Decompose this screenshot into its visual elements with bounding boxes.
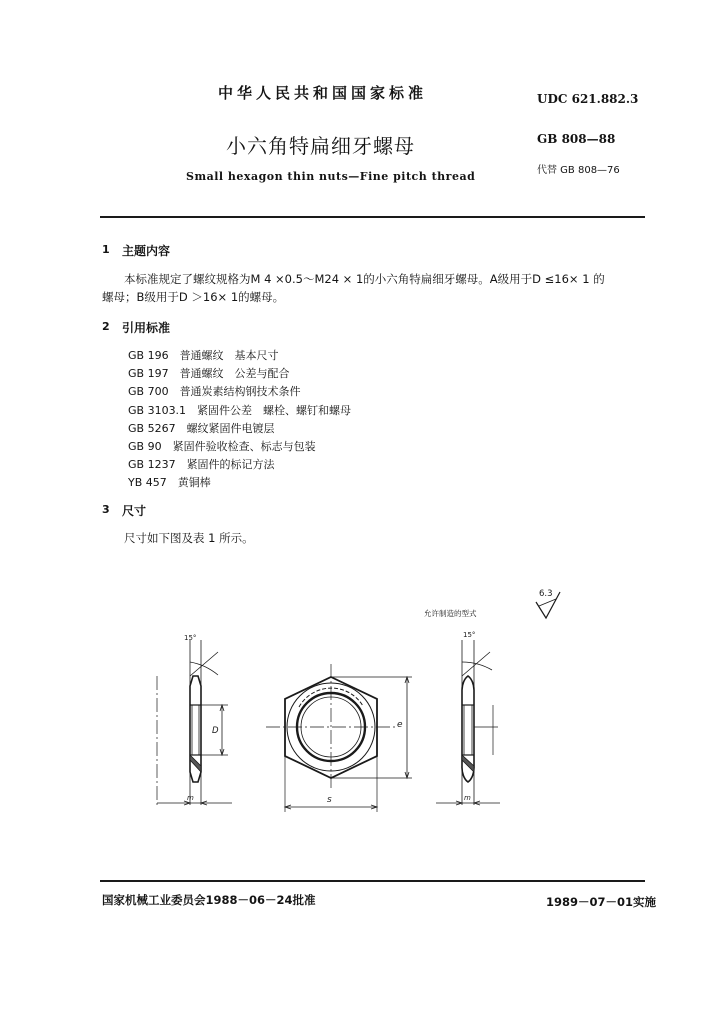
section-3-title: 尺寸 xyxy=(122,504,147,518)
section-1-paragraph-line2: 螺母；B级用于D ＞16× 1的螺母。 xyxy=(102,290,285,304)
dim-e-label: e xyxy=(397,720,403,730)
reference-title: GB 1237 xyxy=(128,458,176,471)
section-2-title: 引用标准 xyxy=(122,321,171,335)
reference-title: GB 5267 xyxy=(128,422,176,435)
reference-title: 普通炭素结构钢技术条件 xyxy=(179,385,301,398)
reference-title: 紧固件的标记方法 xyxy=(186,458,275,471)
national-standard-heading: 中华人民共和国国家标准 xyxy=(218,84,428,102)
reference-title: GB 700 xyxy=(128,385,169,398)
section-1-title: 主题内容 xyxy=(122,244,171,258)
side-view-right xyxy=(436,640,500,805)
footer-rule xyxy=(100,880,645,882)
section-3-number: 3 xyxy=(102,503,110,516)
reference-title: 普通螺纹 公差与配合 xyxy=(179,367,290,380)
issuer-approval: 国家机械工业委员会1988－06－24批准 xyxy=(102,893,316,907)
section-1-paragraph-line1: 本标准规定了螺纹规格为M 4 ×0.5～M24 × 1的小六角特扁细牙螺母。A级用于D ≤16× 1 的 xyxy=(124,272,605,286)
dim-m-left-label: m xyxy=(187,794,194,802)
reference-title: YB 457 xyxy=(128,476,167,489)
standard-number: GB 808—88 xyxy=(537,132,616,146)
dim-D-label: D xyxy=(212,726,219,736)
english-title: Small hexagon thin nuts—Fine pitch thread xyxy=(186,170,476,183)
document-title: 小六角特扁细牙螺母 xyxy=(226,134,415,158)
reference-title: GB 90 xyxy=(128,440,162,453)
section-3-paragraph: 尺寸如下图及表 1 所示。 xyxy=(124,531,254,545)
udc-number: UDC 621.882.3 xyxy=(537,92,639,106)
dim-m-right-label: m xyxy=(464,794,471,802)
reference-title: GB 196 xyxy=(128,349,169,362)
reference-title: 黄铜棒 xyxy=(177,476,211,489)
allowed-form-label: 允许制造的型式 xyxy=(424,609,477,618)
reference-title: 普通螺纹 基本尺寸 xyxy=(179,349,279,362)
reference-title: 紧固件验收检查、标志与包装 xyxy=(172,440,316,453)
roughness-value: 6.3 xyxy=(539,589,553,599)
side-view-left xyxy=(157,640,232,808)
section-1-number: 1 xyxy=(102,243,110,256)
dim-s-label: s xyxy=(327,795,332,805)
chamfer-angle-left: 15° xyxy=(184,634,197,642)
reference-title: GB 197 xyxy=(128,367,169,380)
effective-date: 1989－07－01实施 xyxy=(546,895,657,909)
reference-title: 紧固件公差 螺栓、螺钉和螺母 xyxy=(197,404,352,417)
reference-title: 螺纹紧固件电镀层 xyxy=(186,422,275,435)
chamfer-angle-right: 15° xyxy=(463,631,476,639)
hexagon-front-view xyxy=(266,664,412,812)
reference-title: GB 3103.1 xyxy=(128,404,187,417)
section-2-number: 2 xyxy=(102,320,110,333)
replaces-standard: 代替 GB 808—76 xyxy=(537,165,620,176)
